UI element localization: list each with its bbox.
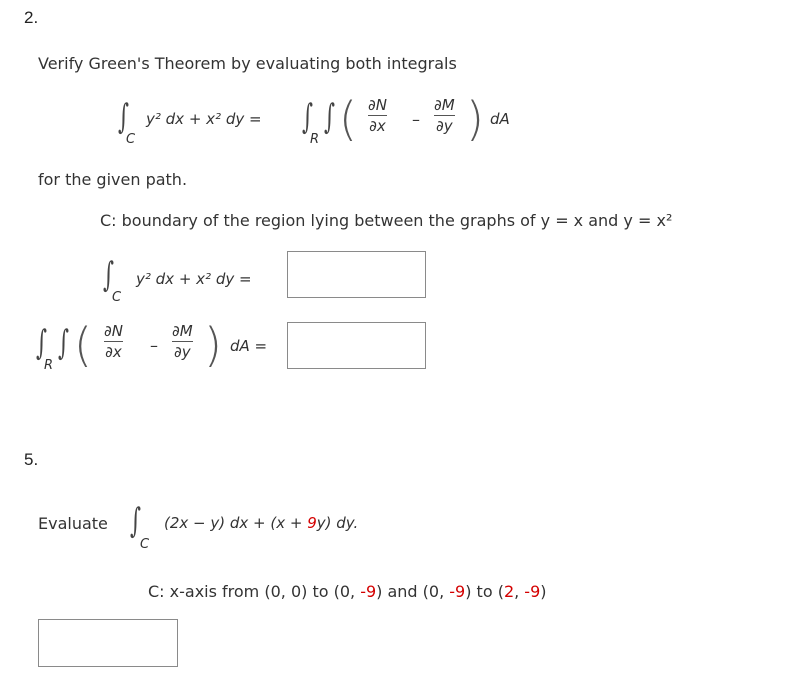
for-path-text: for the given path. — [38, 170, 188, 189]
fraction-dn-dx: ∂N ∂x — [368, 96, 387, 135]
problem-number-5: 5. — [24, 450, 39, 469]
instruction-text: Verify Green's Theorem by evaluating both integrals — [38, 54, 457, 73]
problem5-answer-input[interactable] — [38, 619, 178, 667]
integral-sign: ∫ — [36, 323, 47, 363]
right-paren: ) — [466, 92, 484, 146]
coefficient: 9 — [307, 514, 317, 532]
problem-number-2: 2. — [24, 8, 39, 27]
line-integral-answer-input[interactable] — [287, 251, 426, 298]
point-value: -9 — [449, 582, 466, 601]
problem5-integrand: (2x − y) dx + (x + 9y) dy. — [164, 514, 359, 532]
left-paren: ( — [74, 318, 92, 372]
integral-sign: ∫ — [130, 501, 141, 541]
point-value: -9 — [360, 582, 377, 601]
double-integral-answer-input[interactable] — [287, 322, 426, 369]
fraction-dm-dy: ∂M ∂y — [172, 322, 193, 361]
problem5-path: C: x-axis from (0, 0) to (0, -9) and (0, -9) to (2, -9) — [148, 582, 547, 601]
integral-sign: ∫ — [118, 97, 129, 137]
minus-sign: – — [412, 110, 420, 129]
point-value: -9 — [524, 582, 541, 601]
subscript-c: C — [140, 537, 150, 552]
fraction-dn-dx: ∂N ∂x — [104, 322, 123, 361]
subscript-r: R — [310, 132, 320, 147]
subscript-c: C — [126, 132, 136, 147]
line-integrand: y² dx + x² dy = — [136, 270, 252, 288]
minus-sign: – — [150, 336, 158, 355]
da-label: dA — [490, 110, 510, 128]
da-label: dA = — [230, 337, 268, 355]
fraction-dm-dy: ∂M ∂y — [434, 96, 455, 135]
line-integrand: y² dx + x² dy = — [146, 110, 262, 128]
subscript-r: R — [44, 358, 54, 373]
integral-sign: ∫ — [324, 97, 335, 137]
path-description: C: boundary of the region lying between the graphs of y = x and y = x² — [100, 211, 673, 230]
subscript-c: C — [112, 290, 122, 305]
evaluate-label: Evaluate — [38, 514, 108, 533]
point-value: 2 — [503, 582, 515, 601]
integral-sign: ∫ — [302, 97, 313, 137]
left-paren: ( — [339, 92, 357, 146]
integral-sign: ∫ — [103, 255, 114, 295]
integral-sign: ∫ — [58, 323, 69, 363]
right-paren: ) — [204, 318, 222, 372]
